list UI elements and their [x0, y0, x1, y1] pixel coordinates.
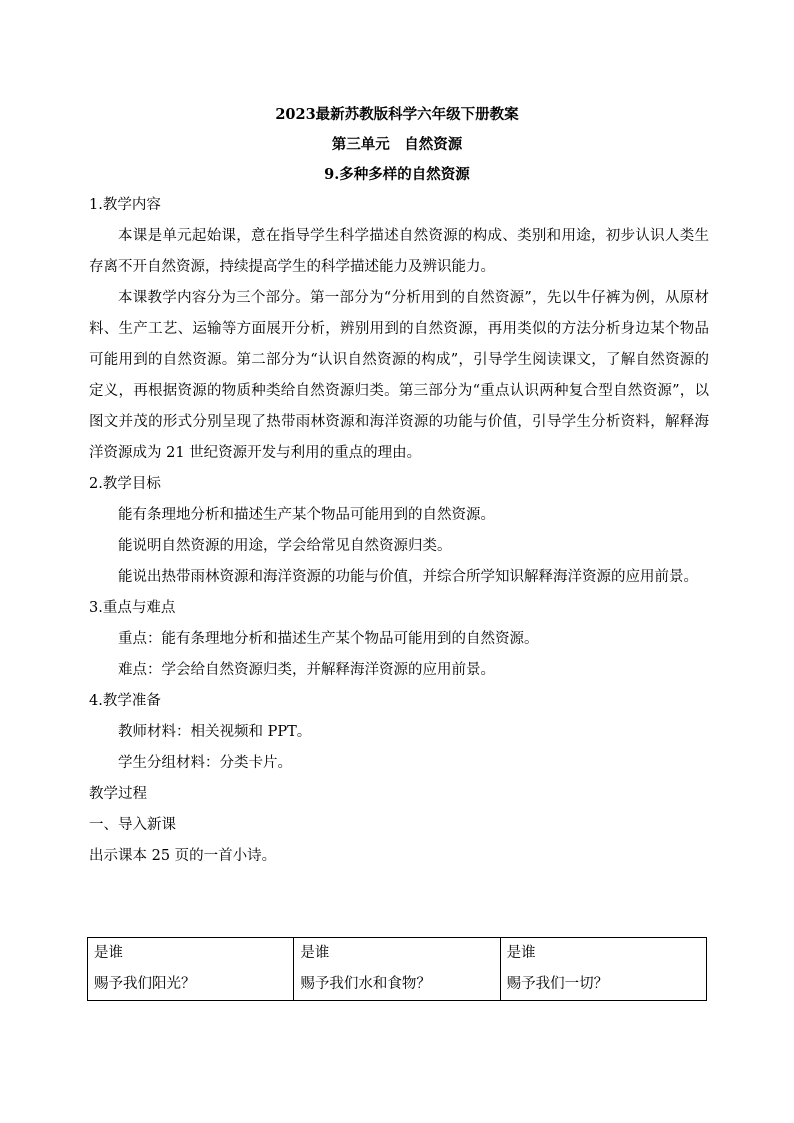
- poem-line: 是谁: [94, 945, 123, 961]
- poem-table: [87, 937, 707, 1001]
- poem-line: 赐予我们一切？: [506, 976, 609, 992]
- goal-paragraph-3: 能说出热带雨林资源和海洋资源的功能与价值，并综合所学知识解释海洋资源的应用前景。: [118, 569, 698, 585]
- poem-cell-1: [88, 938, 294, 1001]
- process-heading: 教学过程: [89, 786, 147, 802]
- title-block: [0, 100, 794, 190]
- student-materials: 学生分组材料：分类卡片。: [118, 755, 292, 771]
- poem-line: 是谁: [506, 945, 536, 961]
- difficulty-paragraph: 难点：学会给自然资源归类，并解释海洋资源的应用前景。: [118, 662, 495, 678]
- section-heading-content: 1.教学内容: [89, 197, 161, 213]
- table-row: [88, 938, 707, 1001]
- poem-line: 赐予我们阳光？: [94, 976, 196, 992]
- poem-cell-3: [500, 938, 706, 1001]
- poem-cell-2: [294, 938, 500, 1001]
- section-heading-key-points: 3.重点与难点: [89, 600, 176, 616]
- teacher-materials: 教师材料：相关视频和 PPT。: [118, 724, 312, 740]
- goal-paragraph-1: 能有条理地分析和描述生产某个物品可能用到的自然资源。: [118, 507, 495, 523]
- key-point-paragraph: 重点：能有条理地分析和描述生产某个物品可能用到的自然资源。: [118, 631, 539, 647]
- intro-paragraph: 出示课本 25 页的一首小诗。: [89, 848, 277, 864]
- poem-line: 是谁: [300, 945, 330, 961]
- part-heading-intro: 一、导入新课: [89, 817, 176, 833]
- section-heading-goals: 2.教学目标: [89, 476, 161, 492]
- goal-paragraph-2: 能说明自然资源的用途，学会给常见自然资源归类。: [118, 538, 452, 554]
- lesson-title: 9.多种多样的自然资源: [324, 166, 470, 183]
- content-paragraph-1: 本课是单元起始课，意在指导学生科学描述自然资源的构成、类别和用途，初步认识人类生存离不开自然资源，持续提高学生的科学描述能力及辨识能力。: [89, 228, 709, 275]
- document-body: [89, 190, 709, 872]
- section-heading-preparation: 4.教学准备: [89, 693, 161, 709]
- poem-line: 赐予我们水和食物？: [300, 976, 431, 992]
- unit-title: 第三单元 自然资源: [331, 136, 463, 153]
- content-paragraph-2: 本课教学内容分为三个部分。第一部分为“分析用到的自然资源”，先以牛仔裤为例，从原材料、生产工艺、运输等方面展开分析，辨别用到的自然资源，再用类似的方法分析身边某个物品可能用到的自然资源。第二部分为“认识自然资源的构成”，引导学生阅读课文，了解自然资源的定义，再根据资源的物质种类给自然资源归类。第三部分为“重点认识两种复合型自然资源”，以图文并茂的形式分别呈现了热带雨林资源和海洋资源的功能与价值，引导学生分析资料，解释海洋资源成为 21 世纪资源开发与利用的重点的理由。: [89, 290, 709, 461]
- document-title: 2023最新苏教版科学六年级下册教案: [275, 106, 519, 123]
